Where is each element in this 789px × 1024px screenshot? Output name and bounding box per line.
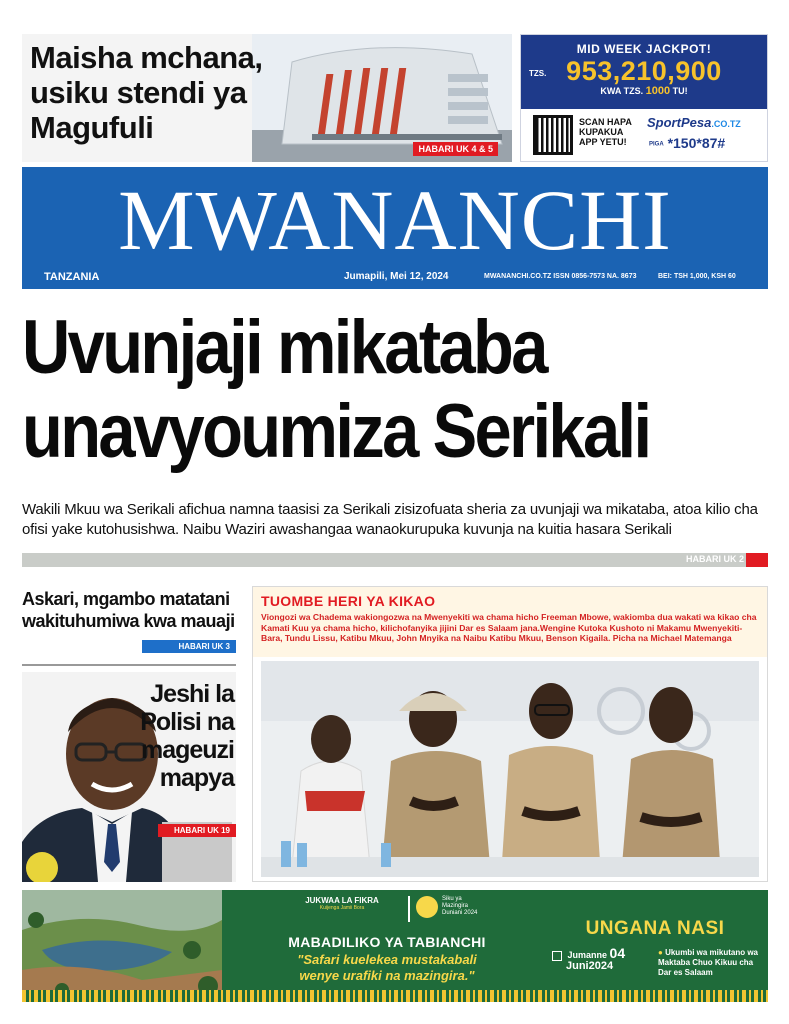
newspaper-name[interactable]: MWANANCHI (118, 172, 672, 268)
decorative-strip (22, 990, 768, 1002)
promo-teaser[interactable] (22, 34, 512, 162)
sportpesa-jackpot-ad[interactable] (520, 34, 768, 162)
event-date: Jumanne 04 Juni2024 (552, 948, 625, 972)
quarry-landscape-photo (22, 890, 222, 1002)
world-environment-day-logo: Siku ya Mazingira Duniani 2024 (442, 896, 478, 916)
jukwaa-la-fikra-logo: JUKWAA LA FIKRA Kuijenga Jamii Bora (305, 896, 379, 911)
masthead (22, 167, 768, 289)
jackpot-label: MID WEEK JACKPOT! (576, 42, 712, 56)
join-us-heading[interactable]: UNGANA NASI (585, 918, 725, 939)
issn-line: MWANANCHI.CO.TZ ISSN 0856-7573 NA. 8673 (484, 273, 637, 280)
lead-bar-accent (746, 553, 768, 567)
jackpot-amount: 953,210,900 (566, 56, 722, 86)
photo-feature[interactable] (252, 586, 768, 882)
climate-event-ad[interactable] (22, 890, 768, 1002)
photo-caption-box (253, 587, 767, 657)
event-logos (282, 896, 532, 924)
ad-slogan: "Safari kuelekea mustakabali wenye urafiki na mazingira." (297, 952, 477, 983)
location-pin-icon: ● (658, 948, 663, 957)
sportpesa-logo: SportPesa.CO.TZ (647, 115, 741, 130)
story-police-militia[interactable]: Askari, mgambo matatani wakituhumiwa kwa mauaji (22, 589, 235, 631)
lead-deck: Wakili Mkuu wa Serikali afichua namna taasisi za Serikali zisizofuata sheria za uvunjaji wa mikataba, atoa kilio cha ofisi yake kutohusishwa. Naibu Waziri awashangaa wanaokurupuka kuvunja na kuitia hasara Serikali (22, 501, 758, 538)
calendar-icon (552, 951, 562, 961)
promo-page-badge: HABARI UK 4 & 5 (413, 142, 498, 156)
globe-icon (416, 896, 438, 918)
lead-page-tag[interactable]: HABARI UK 2 (685, 554, 744, 564)
photo-caption: Viongozi wa Chadema wakiongozwa na Mwenyekiti wa chama hicho Freeman Mbowe, wakiomba dua wakati wa kikao cha Kamati Kuu ya chama hicho, kilichofanyika jijini Dar es Salaam jana.Wengine Kutoka Kushoto ni Makamu Mwenyekiti- Bara, Tundu Lissu, Katibu Mkuu, John Mnyika na Naibu Katibu Mkuu, Benson Kigaila. Picha na Michael Matemanga (261, 612, 757, 643)
promo-title[interactable]: Maisha mchana, usiku stendi ya Magufuli (30, 40, 263, 145)
ad-title: MABADILIKO YA TABIANCHI (288, 934, 486, 950)
edition-country: TANZANIA (44, 271, 100, 283)
photo-title: TUOMBE HERI YA KIKAO (261, 593, 436, 609)
lead-headline[interactable]: Uvunjaji mikataba unavyoumiza Serikali (22, 305, 650, 474)
ussd-code: PIGA *150*87# (649, 135, 726, 151)
story-police-reforms[interactable]: Jeshi la Polisi na mageuzi mapya (140, 680, 234, 792)
qr-code-icon[interactable] (533, 115, 573, 155)
jackpot-currency: TZS. (529, 69, 547, 78)
column-divider (22, 664, 236, 666)
cover-price: BEI: TSH 1,000, KSH 60 (658, 273, 736, 280)
story2-page-badge[interactable]: HABARI UK 19 (158, 824, 236, 837)
chadema-leaders-praying-photo (261, 661, 759, 877)
event-venue: ● Ukumbi wa mikutano wa Maktaba Chuo Kikuu cha Dar es Salaam (658, 948, 758, 977)
scan-app-text: SCAN HAPA KUPAKUA APP YETU! (579, 117, 632, 147)
lead-page-bar (22, 553, 746, 567)
story1-page-badge[interactable]: HABARI UK 3 (142, 640, 236, 653)
issue-date: Jumapili, Mei 12, 2024 (344, 271, 449, 282)
jackpot-stake: KWA TZS. 1000 TU! (600, 85, 688, 97)
